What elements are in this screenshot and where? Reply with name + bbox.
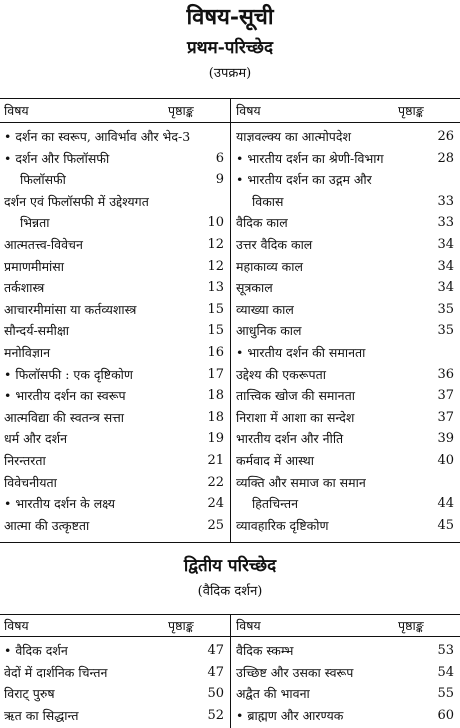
chapter2-subheading: (वैदिक दर्शन) [197, 584, 263, 599]
toc-entry-page: 21 [207, 453, 224, 468]
toc-entry-title: कर्मवाद में आस्था [236, 453, 314, 468]
toc-entry-title: भारतीय दर्शन और नीति [236, 431, 344, 447]
toc-entry-page: 50 [207, 686, 224, 701]
toc-entry-page: 12 [207, 237, 224, 252]
toc-entry-page: 40 [437, 453, 454, 468]
toc-entry-page: 17 [207, 366, 224, 382]
toc-entry-page: 39 [437, 431, 454, 447]
toc-entry-title: सूत्रकाल [236, 280, 273, 296]
toc-entry-title: • दर्शन का स्वरूप, आविर्भाव और भेद-3 [4, 129, 191, 144]
toc-entry-page: 12 [207, 258, 224, 274]
toc-entry-page: 9 [215, 172, 224, 188]
chapter1-subheading: (उपक्रम) [208, 66, 252, 81]
toc-entry-title: वैदिक काल [236, 215, 288, 231]
toc-entry-title: आधुनिक काल [236, 323, 302, 339]
toc-entry-title: उच्छिष्ट और उसका स्वरूप [236, 664, 354, 680]
toc-entry-page: 33 [437, 215, 454, 231]
toc-entry-page: 18 [207, 388, 224, 404]
toc-entry-title: विकास [252, 193, 284, 209]
chapter1-heading: प्रथम-परिच्छेद [187, 38, 273, 58]
toc-entry-page: 53 [437, 643, 454, 658]
ch1-left-col-page: पृष्ठाङ्क [168, 103, 194, 118]
toc-entry-page: 13 [207, 280, 224, 296]
toc-entry-page: 15 [207, 323, 224, 339]
toc-entry-title: मनोविज्ञान [4, 345, 51, 360]
toc-entry-page: 47 [207, 643, 224, 658]
ch2-right-col-page: पृष्ठाङ्क [398, 618, 424, 633]
toc-entry-page: 34 [437, 237, 454, 252]
toc-entry-title: अद्वैत की भावना [236, 686, 310, 701]
toc-entry-title: • भारतीय दर्शन का उद्गम और [236, 172, 372, 188]
ch1-right-col-page: पृष्ठाङ्क [398, 103, 424, 118]
ch1-bottom-rule [0, 542, 460, 543]
toc-entry-page: 26 [437, 129, 454, 144]
toc-entry-title: विराट् पुरुष [4, 686, 55, 701]
toc-entry-title: तर्कशास्त्र [4, 280, 45, 296]
toc-entry-page: 18 [207, 409, 224, 425]
toc-entry-title: तात्त्विक खोज की समानता [236, 388, 355, 404]
toc-entry-title: • दर्शन और फिलॉसफी [4, 150, 110, 166]
ch2-left-col-subject: विषय [4, 618, 29, 633]
toc-entry-title: विवेचनीयता [4, 474, 57, 490]
toc-entry-title: याज्ञवल्क्य का आत्मोपदेश [236, 129, 352, 144]
toc-entry-page: 25 [207, 517, 224, 533]
toc-entry-title: उद्देश्य की एकरूपता [236, 366, 326, 382]
toc-entry-title: सौन्दर्य-समीक्षा [4, 323, 70, 339]
toc-entry-title: • भारतीय दर्शन का श्रेणी-विभाग [236, 150, 384, 166]
toc-entry-title: व्यक्ति और समाज का समान [236, 474, 366, 490]
toc-entry-page: 37 [437, 409, 454, 425]
toc-entry-page: 22 [207, 474, 224, 490]
toc-entry-title: निरन्तरता [4, 453, 46, 468]
toc-entry-title: महाकाव्य काल [236, 258, 303, 274]
toc-entry-title: आत्मविद्या की स्वतन्त्र सत्ता [4, 409, 125, 425]
toc-entry-title: प्रमाणमीमांसा [4, 258, 64, 274]
ch2-column-divider [230, 614, 231, 728]
toc-entry-title: भिन्नता [20, 215, 50, 231]
toc-entry-title: • ब्राह्मण और आरण्यक [236, 707, 344, 723]
toc-entry-page: 15 [207, 301, 224, 317]
toc-entry-page: 10 [207, 215, 224, 231]
toc-entry-page: 45 [437, 517, 454, 533]
toc-entry-page: 60 [437, 707, 454, 723]
toc-entry-page: 34 [437, 280, 454, 296]
ch2-left-col-page: पृष्ठाङ्क [168, 618, 194, 633]
toc-entry-page: 35 [437, 301, 454, 317]
toc-entry-title: वैदिक स्कम्भ [236, 643, 294, 658]
toc-entry-title: • भारतीय दर्शन की समानता [236, 345, 366, 360]
toc-entry-title: फिलॉसफी [20, 172, 66, 188]
toc-entry-page: 47 [207, 664, 224, 680]
toc-entry-title: आत्मा की उत्कृष्टता [4, 517, 90, 533]
toc-entry-title: व्याख्या काल [236, 301, 294, 317]
toc-entry-page: 24 [207, 496, 224, 512]
toc-entry-page: 6 [215, 150, 224, 166]
toc-entry-page: 55 [437, 686, 454, 701]
toc-entry-page: 33 [437, 193, 454, 209]
toc-entry-title: • भारतीय दर्शन का स्वरूप [4, 388, 126, 404]
toc-entry-title: दर्शन एवं फिलॉसफी में उद्देश्यगत [4, 193, 149, 209]
toc-entry-title: • भारतीय दर्शन के लक्ष्य [4, 496, 115, 512]
toc-entry-page: 36 [437, 366, 454, 382]
toc-entry-page: 44 [437, 496, 454, 512]
toc-entry-title: वेदों में दार्शनिक चिन्तन [4, 664, 108, 680]
toc-entry-title: आत्मतत्त्व-विवेचन [4, 237, 83, 252]
toc-entry-page: 28 [437, 150, 454, 166]
toc-entry-page: 35 [437, 323, 454, 339]
chapter2-heading: द्वितीय परिच्छेद [183, 556, 277, 576]
toc-entry-title: व्यावहारिक दृष्टिकोण [236, 517, 329, 533]
toc-entry-title: • फिलॉसफी : एक दृष्टिकोण [4, 366, 133, 382]
toc-entry-page: 54 [437, 664, 454, 680]
toc-entry-page: 16 [207, 345, 224, 360]
toc-entry-title: आचारमीमांसा या कर्तव्यशास्त्र [4, 301, 137, 317]
toc-entry-title: उत्तर वैदिक काल [236, 237, 313, 252]
toc-entry-title: • वैदिक दर्शन [4, 643, 68, 658]
toc-entry-title: धर्म और दर्शन [4, 431, 68, 447]
ch2-right-col-subject: विषय [236, 618, 261, 633]
ch1-left-col-subject: विषय [4, 103, 29, 118]
toc-entry-title: निराशा में आशा का सन्देश [236, 409, 355, 425]
toc-entry-page: 37 [437, 388, 454, 404]
toc-entry-page: 34 [437, 258, 454, 274]
ch1-column-divider [230, 98, 231, 542]
toc-entry-title: ऋत का सिद्धान्त [4, 707, 79, 723]
page-title: विषय-सूची [186, 4, 274, 30]
toc-entry-page: 52 [207, 707, 224, 723]
toc-entry-page: 19 [207, 431, 224, 447]
ch1-right-col-subject: विषय [236, 103, 261, 118]
toc-entry-title: हितचिन्तन [252, 496, 299, 512]
